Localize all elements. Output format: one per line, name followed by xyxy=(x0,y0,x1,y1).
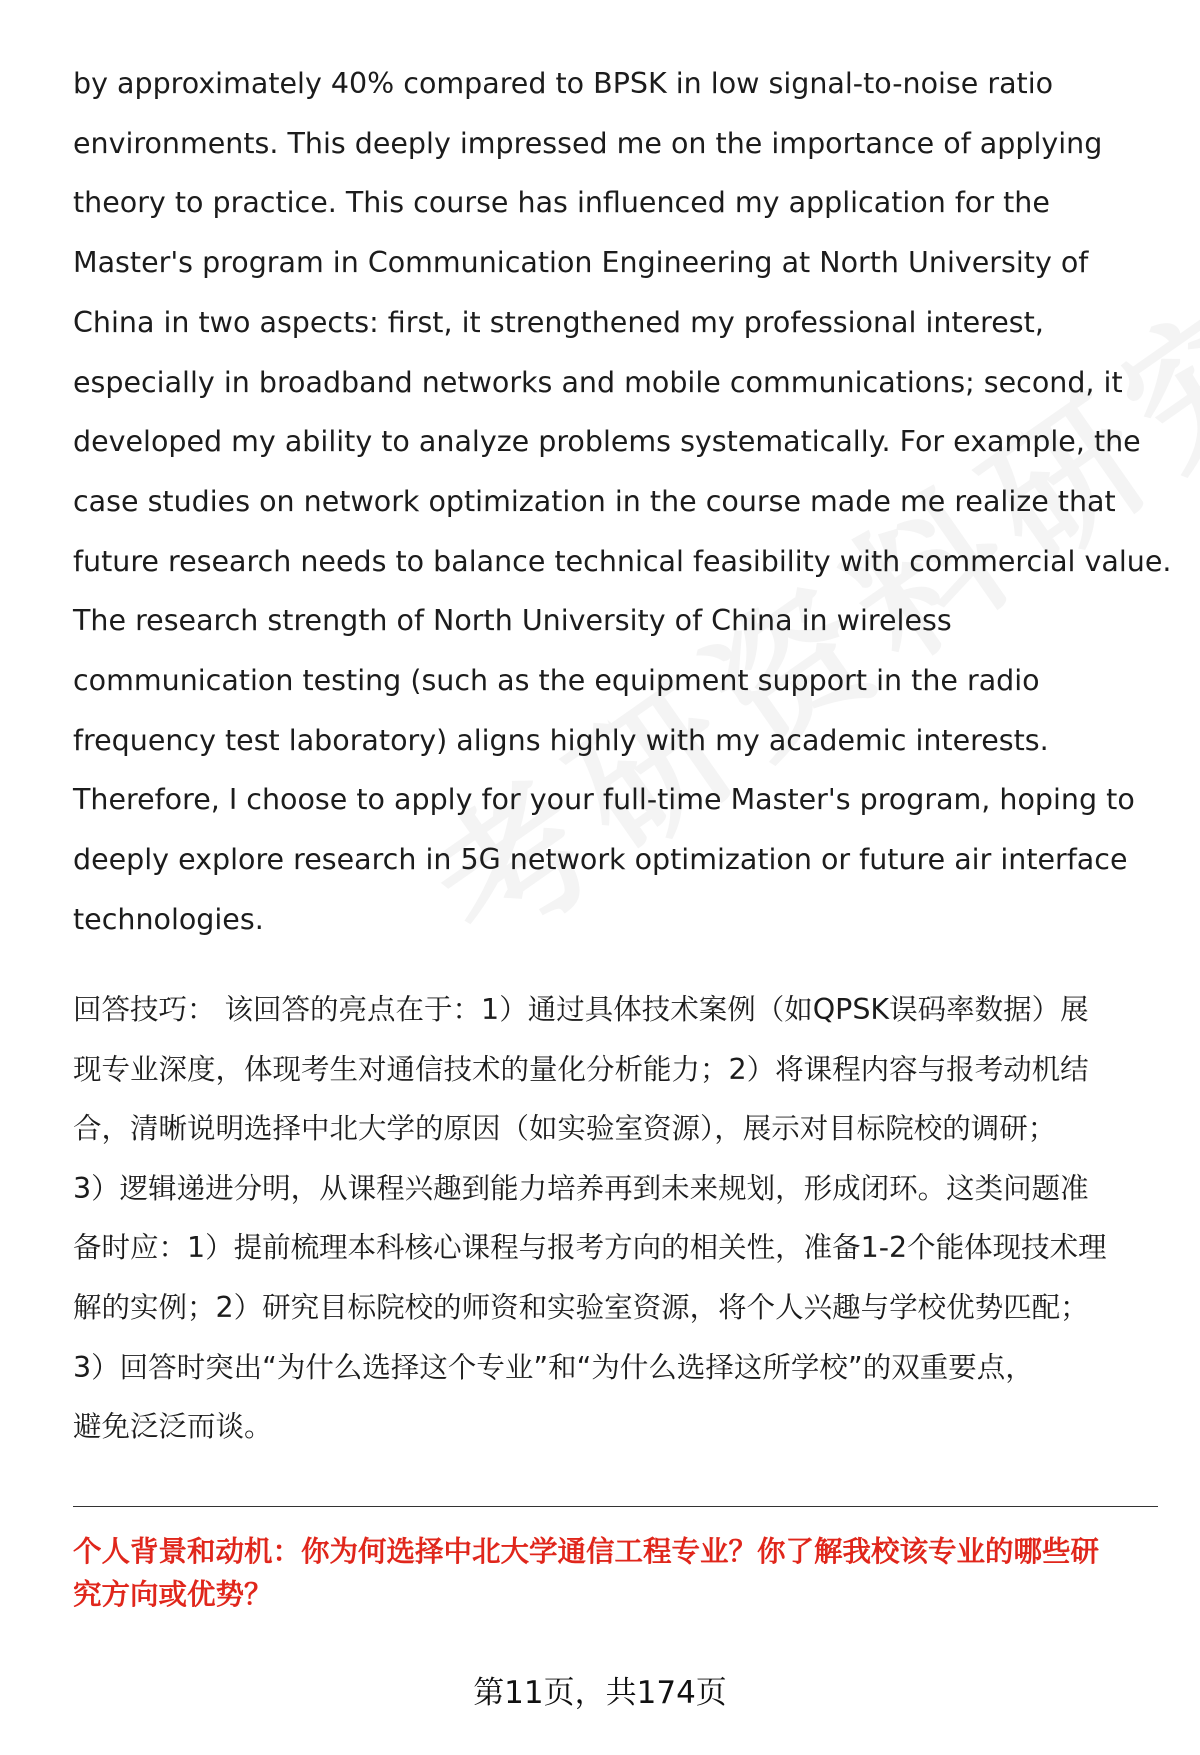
answer-line: technologies. xyxy=(73,902,264,936)
question-line: 究方向或优势？ xyxy=(73,1578,273,1611)
tips-line: 合，清晰说明选择中北大学的原因（如实验室资源），展示对目标院校的调研； xyxy=(73,1112,1057,1146)
section-divider xyxy=(73,1506,1158,1507)
answer-line: China in two aspects: first, it strengthened my professional interest, xyxy=(73,305,1044,339)
answer-line: deeply explore research in 5G network optimization or future air interface xyxy=(73,843,1128,877)
answer-line: environments. This deeply impressed me on the importance of applying xyxy=(73,126,1103,160)
answer-line: frequency test laboratory) aligns highly with my academic interests. xyxy=(73,723,1049,757)
tips-line: 备时应：1）提前梳理本科核心课程与报考方向的相关性，准备1-2个能体现技术理 xyxy=(73,1231,1107,1265)
answer-line: by approximately 40% compared to BPSK in low signal-to-noise ratio xyxy=(73,67,1054,100)
answer-line: Therefore, I choose to apply for your full-time Master's program, hoping to xyxy=(73,783,1135,817)
answer-line: theory to practice. This course has influenced my application for the xyxy=(73,186,1050,220)
tips-line: 避免泛泛而谈。 xyxy=(73,1410,273,1444)
answer-paragraph xyxy=(73,54,1172,950)
answer-line: case studies on network optimization in the course made me realize that xyxy=(73,484,1116,518)
answer-line: especially in broadband networks and mobile communications; second, it xyxy=(73,365,1123,399)
question-heading xyxy=(73,1530,1158,1616)
answer-line: Master's program in Communication Engineering at North University of xyxy=(73,246,1089,280)
tips-line: 回答技巧： 该回答的亮点在于：1）通过具体技术案例（如QPSK误码率数据）展 xyxy=(73,993,1089,1026)
tips-line: 现专业深度，体现考生对通信技术的量化分析能力；2）将课程内容与报考动机结 xyxy=(73,1052,1089,1086)
answer-tips xyxy=(73,980,1158,1457)
question-line: 个人背景和动机：你为何选择中北大学通信工程专业？你了解我校该专业的哪些研 xyxy=(73,1535,1100,1568)
tips-line: 3）逻辑递进分明，从课程兴趣到能力培养再到未来规划，形成闭环。这类问题准 xyxy=(73,1171,1089,1205)
answer-line: communication testing (such as the equipment support in the radio xyxy=(73,664,1040,698)
tips-line: 3）回答时突出“为什么选择这个专业”和“为什么选择这所学校”的双重要点， xyxy=(73,1350,1034,1384)
answer-line: future research needs to balance technical feasibility with commercial value. xyxy=(73,544,1172,578)
page-number: 第11页，共174页 xyxy=(473,1675,727,1711)
tips-line: 解的实例；2）研究目标院校的师资和实验室资源，将个人兴趣与学校优势匹配； xyxy=(73,1290,1089,1324)
answer-line: developed my ability to analyze problems systematically. For example, the xyxy=(73,425,1141,459)
answer-line: The research strength of North University of China in wireless xyxy=(73,604,952,638)
